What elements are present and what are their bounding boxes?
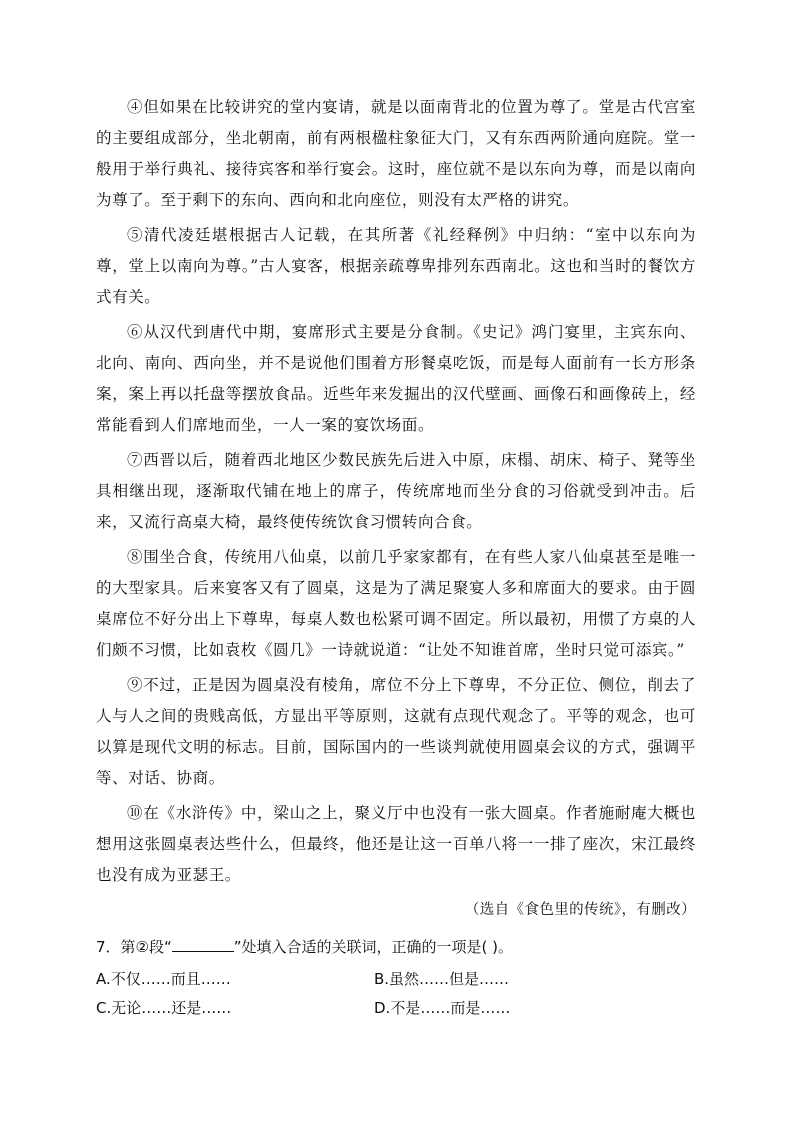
- paragraph-9: ⑨不过，正是因为圆桌没有棱角，席位不分上下尊卑，不分正位、侧位，削去了人与人之间的贵贱高低，方显出平等原则，这就有点现代观念了。平等的观念，也可以算是现代文明的标志。目前，国际国内的一些谈判就使用圆桌会议的方式，强调平等、对话、协商。: [96, 676, 696, 787]
- option-d[interactable]: D.不是……而是……: [374, 999, 511, 1017]
- passage-source: （选自《食色里的传统》，有删改）: [464, 902, 696, 918]
- paragraph-7: ⑦西晋以后，随着西北地区少数民族先后进入中原，床榻、胡床、椅子、凳等坐具相继出现，逐渐取代铺在地上的席子，传统席地而坐分食的习俗就受到冲击。后来，又流行高桌大椅，最终使传统饮食习惯转向合食。: [96, 451, 696, 531]
- answer-blank: [172, 937, 234, 952]
- option-b[interactable]: B.虽然……但是……: [374, 970, 510, 988]
- paragraph-6: ⑥从汉代到唐代中期，宴席形式主要是分食制。《史记》鸿门宴里，主宾东向、北向、南向、西向坐，并不是说他们围着方形餐桌吃饭，而是每人面前有一长方形条案，案上再以托盘等摆放食品。近些年来发掘出的汉代壁画、画像石和画像砖上，经常能看到人们席地而坐，一人一案的宴饮场面。: [96, 323, 696, 434]
- paragraph-5: ⑤清代凌廷堪根据古人记载，在其所著《礼经释例》中归纳：“室中以东向为尊，堂上以南向为尊。”古人宴客，根据亲疏尊卑排列东西南北。这也和当时的餐饮方式有关。: [96, 226, 696, 306]
- paragraph-8: ⑧围坐合食，传统用八仙桌，以前几乎家家都有，在有些人家八仙桌甚至是唯一的大型家具。后来宴客又有了圆桌，这是为了满足聚宴人多和席面大的要求。由于圆桌席位不好分出上下尊卑，每桌人数也松紧可调不固定。所以最初，用惯了方桌的人们颇不习惯，比如袁枚《圆几》一诗就说道：“让处不知谁首席，坐时只觉可添宾。”: [96, 548, 696, 659]
- question-stem-suffix: ”处填入合适的关联词，正确的一项是( )。: [233, 938, 514, 956]
- passage: [96, 92, 696, 925]
- option-a[interactable]: A.不仅……而且……: [96, 970, 231, 988]
- question-stem-prefix: 7．第②段“: [96, 938, 172, 956]
- question-7: [96, 934, 716, 1020]
- paragraph-10: ⑩在《水浒传》中，梁山之上，聚义厅中也没有一张大圆桌。作者施耐庵大概也想用这张圆桌表达些什么，但最终，他还是让这一百单八将一一排了座次，宋江最终也没有成为亚瑟王。: [96, 804, 696, 884]
- paragraph-4: ④但如果在比较讲究的堂内宴请，就是以面南背北的位置为尊了。堂是古代宫室的主要组成部分，坐北朝南，前有两根楹柱象征大门，又有东西两阶通向庭院。堂一般用于举行典礼、接待宾客和举行宴会。这时，座位就不是以东向为尊，而是以南向为尊了。至于剩下的东向、西向和北向座位，则没有太严格的讲究。: [96, 98, 696, 209]
- option-c[interactable]: C.无论……还是……: [96, 999, 232, 1017]
- question-options: [96, 967, 716, 1020]
- question-stem: [96, 934, 716, 960]
